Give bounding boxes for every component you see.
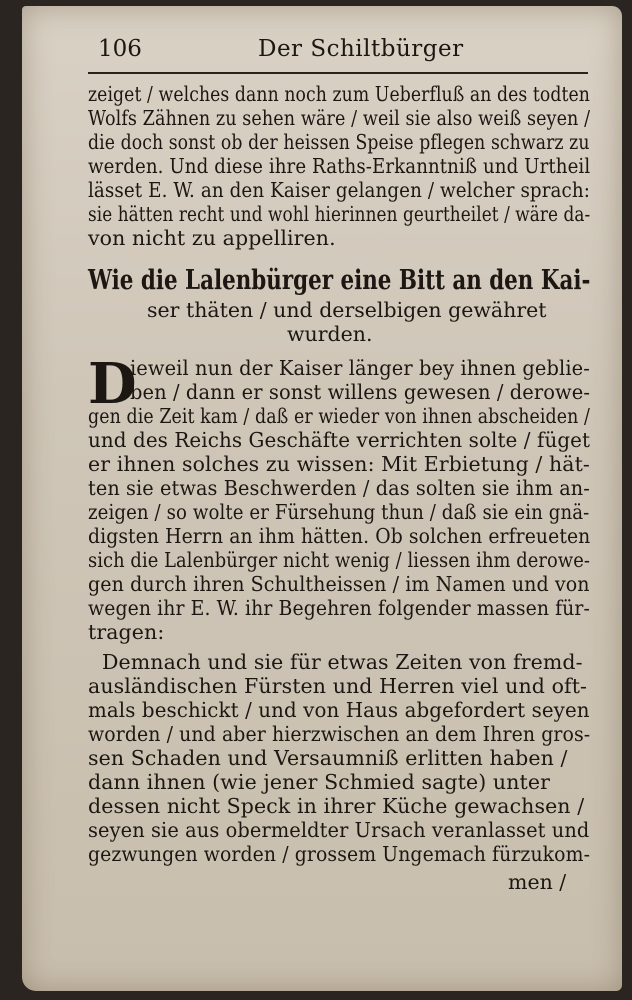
text-line: gezwungen worden / grossem Ungemach fürzukom-: [88, 842, 591, 866]
text-line: die doch sonst ob der heissen Speise pflegen schwarz zu: [88, 130, 590, 154]
page-number: 106: [98, 36, 142, 62]
text-line: sen Schaden und Versaumniß erlitten haben /: [88, 746, 568, 770]
text-line: ten sie etwas Beschwerden / das solten sie ihm an-: [88, 476, 590, 500]
text-line: mals beschickt / und von Haus abgefordert seyen: [88, 698, 590, 722]
section-heading: Wie die Lalenbürger eine Bitt an den Kai-: [88, 265, 591, 296]
drop-cap: D: [88, 351, 137, 417]
catchword: men /: [508, 870, 567, 894]
text-line: zeiget / welches dann noch zum Ueberfluß an des todten: [88, 82, 591, 106]
text-line: tragen:: [88, 620, 165, 644]
text-line: lässet E. W. an den Kaiser gelangen / welcher sprach:: [88, 178, 590, 202]
text-line: worden / und aber hierzwischen an dem Ihren gros-: [88, 722, 591, 746]
text-line: und des Reichs Geschäfte verrichten solte / füget: [88, 428, 591, 452]
page-header: [98, 36, 568, 70]
text-line: von nicht zu appelliren.: [88, 226, 336, 250]
running-title: Der Schiltbürger: [258, 36, 464, 62]
book-page: [22, 6, 622, 991]
text-line: dessen nicht Speck in ihrer Küche gewachsen /: [88, 794, 585, 818]
text-line: sich die Lalenbürger nicht wenig / liessen ihm derowe-: [88, 548, 590, 572]
text-line: Wolfs Zähnen zu sehen wäre / weil sie also weiß seyen /: [88, 106, 591, 130]
section-subheading: ser thäten / und derselbigen gewähret: [147, 298, 547, 322]
text-line: gen durch ihren Schultheissen / im Namen und von: [88, 572, 590, 596]
header-rule: [88, 72, 588, 74]
text-line: er ihnen solches zu wissen: Mit Erbietung / hät-: [88, 452, 590, 476]
section-subheading: wurden.: [287, 322, 373, 346]
text-line: dann ihnen (wie jener Schmied sagte) unter: [88, 770, 550, 794]
text-line: digsten Herrn an ihm hätten. Ob solchen erfreueten: [88, 524, 591, 548]
text-line: Demnach und sie für etwas Zeiten von fremd-: [102, 650, 583, 674]
text-line: ausländischen Fürsten und Herren viel und oft-: [88, 674, 588, 698]
text-line: seyen sie aus obermeldter Ursach veranlasset und: [88, 818, 590, 842]
text-line: ieweil nun der Kaiser länger bey ihnen geblie-: [130, 356, 590, 380]
text-line: ben / dann er sonst willens gewesen / derowe-: [130, 380, 591, 404]
text-line: zeigen / so wolte er Fürsehung thun / daß sie ein gnä-: [88, 500, 590, 524]
text-line: gen die Zeit kam / daß er wieder von ihnen abscheiden /: [88, 404, 590, 428]
text-line: werden. Und diese ihre Raths-Erkanntniß und Urtheil: [88, 154, 591, 178]
text-line: sie hätten recht und wohl hierinnen geurtheilet / wäre da-: [88, 202, 591, 226]
text-line: wegen ihr E. W. ihr Begehren folgender massen für-: [88, 596, 590, 620]
